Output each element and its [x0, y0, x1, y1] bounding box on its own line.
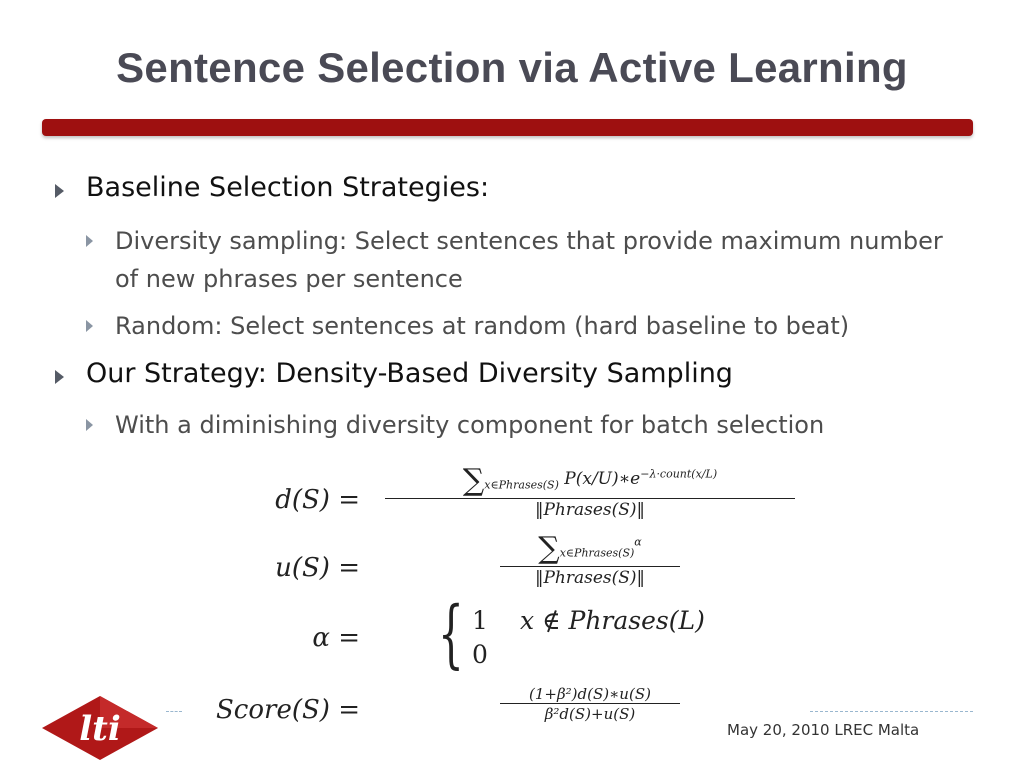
footer-divider-left [166, 711, 182, 712]
formula-score-fraction [500, 685, 680, 723]
slide-title: Sentence Selection via Active Learning [116, 44, 908, 91]
alpha-case-2-value: 0 [472, 640, 488, 669]
footer-date-venue: May 20, 2010 LREC Malta [727, 721, 920, 739]
bullet-our-strategy: Our Strategy: Density-Based Diversity Sampling [86, 358, 733, 389]
formula-score-numerator: (1+β²)d(S)∗u(S) [529, 685, 651, 703]
bullet-random: Random: Select sentences at random (hard baseline to beat) [115, 312, 850, 340]
formula-d-denominator: ‖Phrases(S)‖ [385, 498, 795, 520]
formula-u-sum-index: x∈Phrases(S) [559, 546, 635, 560]
formula-d-exponent: −λ·count(x/L) [640, 467, 718, 481]
formula-score-lhs: Score(S) = [216, 695, 360, 725]
sub-bullet-arrow-icon [86, 320, 93, 332]
lti-logo-icon [34, 690, 166, 766]
bullet-baseline-strategies: Baseline Selection Strategies: [86, 172, 490, 203]
footer-divider-right [810, 711, 973, 712]
bullet-diversity-sampling: Diversity sampling: Select sentences that provide maximum number of new phrases per sentence [115, 227, 943, 293]
lti-logo [34, 690, 166, 766]
formula-alpha-lhs: α = [312, 623, 360, 653]
sub-bullet-arrow-icon [86, 235, 93, 247]
formula-d-numerator: P(x/U)∗e [564, 469, 641, 489]
sub-bullet-arrow-icon [86, 419, 93, 431]
alpha-case-1-condition: x ∉ Phrases(L) [520, 606, 705, 635]
alpha-case-1-value: 1 [472, 606, 488, 635]
formula-u-exponent: α [634, 535, 642, 549]
formula-u-lhs: u(S) = [275, 553, 360, 583]
left-brace-icon: { [438, 591, 464, 677]
lti-logo-text: lti [79, 709, 121, 749]
bullet-diminishing-diversity: With a diminishing diversity component for batch selection [115, 411, 825, 439]
formula-d-fraction: $\sum_{x\in Phrases(S)}$ $P(x/U)∗e^{-\lambda\cdot count(x/L)}$ ‖Phrases(S)‖ [385, 463, 795, 520]
bullet-arrow-icon [55, 184, 64, 198]
formula-d-sum-index: x∈Phrases(S) [484, 478, 559, 492]
formula-u-denominator: ‖Phrases(S)‖ [500, 566, 680, 588]
formula-d-lhs: d(S) = [275, 485, 360, 515]
formula-u-fraction: $\sum_{x\in Phrases(S)}^\alpha$ ‖Phrases(S)‖ [500, 531, 680, 588]
bullet-arrow-icon [55, 370, 64, 384]
formula-score-denominator: β²d(S)+u(S) [500, 703, 680, 723]
